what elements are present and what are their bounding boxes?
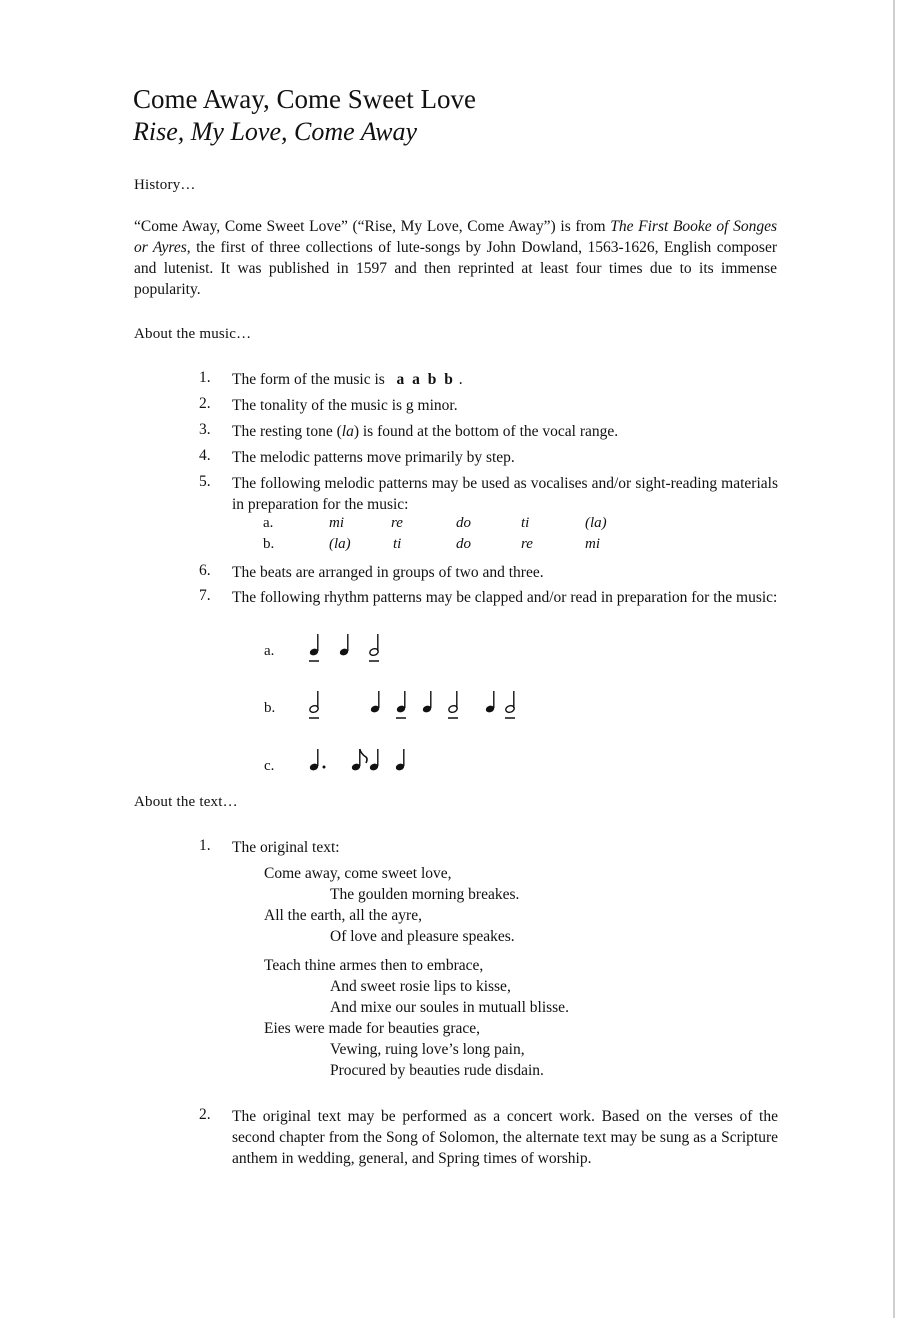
- verse-line: Eies were made for beauties grace,: [264, 1020, 481, 1037]
- rhythm-label: c.: [264, 758, 275, 774]
- music-heading: About the music…: [134, 326, 252, 342]
- music-item-resting-tone: The resting tone (la) is found at the bottom of the vocal range.: [232, 423, 619, 440]
- quarter-note: [339, 634, 349, 656]
- solfege-syllable: do: [456, 536, 471, 552]
- half-note-tenuto: [309, 691, 319, 718]
- music-item-number: 4.: [199, 447, 211, 464]
- history-text-1: “Come Away, Come Sweet Love” (“Rise, My Love, Come Away”) is from: [134, 218, 611, 235]
- music-item-form: The form of the music is a a b b .: [232, 371, 463, 388]
- solfege-syllable: (la): [329, 536, 351, 552]
- pattern-label: b.: [263, 536, 275, 552]
- page-edge-rule: [893, 0, 895, 1318]
- rhythm-label: b.: [264, 700, 276, 716]
- music-item-number: 1.: [199, 369, 211, 386]
- eighth-note: [351, 749, 367, 771]
- history-heading: History…: [134, 177, 196, 193]
- solfege-syllable: ti: [393, 536, 402, 552]
- text-item-number: 1.: [199, 837, 211, 854]
- page-title: Come Away, Come Sweet Love: [133, 84, 476, 114]
- music-item-rhythm: The following rhythm patterns may be clapped and/or read in preparation for the music:: [232, 589, 778, 606]
- pattern-label: a.: [263, 515, 274, 531]
- quarter-note-tenuto: [396, 691, 406, 718]
- half-note-tenuto: [369, 634, 379, 661]
- verse-line: Come away, come sweet love,: [264, 865, 452, 882]
- rhythm-label: a.: [264, 643, 275, 659]
- music-item-number: 3.: [199, 421, 211, 438]
- verse-line: Vewing, ruing love’s long pain,: [330, 1041, 525, 1058]
- history-book-title: The First Booke of Songes or Ayres: [134, 218, 777, 256]
- music-item-number: 6.: [199, 562, 211, 579]
- form-letters: a a b b: [396, 371, 455, 388]
- music-item-beats: The beats are arranged in groups of two and three.: [232, 564, 544, 581]
- music-item-number: 5.: [199, 473, 211, 490]
- quarter-note: [395, 749, 405, 771]
- quarter-note: [369, 749, 379, 771]
- text-heading: About the text…: [134, 794, 238, 810]
- music-item-number: 7.: [199, 587, 211, 604]
- music-item-tonality: The tonality of the music is g minor.: [232, 397, 458, 414]
- verse-line: Procured by beauties rude disdain.: [330, 1062, 544, 1079]
- history-paragraph: [134, 216, 777, 300]
- solfege-syllable: re: [391, 515, 403, 531]
- solfege-syllable: ti: [521, 515, 530, 531]
- dotted-quarter-note: [309, 749, 326, 771]
- rhythm-pattern-b: [300, 687, 540, 723]
- quarter-note: [422, 691, 432, 713]
- half-note-tenuto: [505, 691, 515, 718]
- solfege-syllable: re: [521, 536, 533, 552]
- verse-line: All the earth, all the ayre,: [264, 907, 422, 924]
- solfege-syllable: mi: [329, 515, 344, 531]
- rhythm-pattern-a: [300, 630, 420, 666]
- page-subtitle: Rise, My Love, Come Away: [133, 117, 418, 146]
- verse-line: Of love and pleasure speakes.: [330, 928, 515, 945]
- half-note-tenuto: [448, 691, 458, 718]
- solfege-syllable: mi: [585, 536, 600, 552]
- music-item-number: 2.: [199, 395, 211, 412]
- history-text-2: , the first of three collections of lute-songs by John Dowland, 1563-1626, English composer and lutenist. It was published in 1597 and then reprinted at least four times due to its immense popularity.: [134, 239, 777, 298]
- rhythm-pattern-c: [300, 745, 440, 781]
- quarter-note: [485, 691, 495, 713]
- text-item-original: The original text:: [232, 839, 340, 856]
- quarter-note: [370, 691, 380, 713]
- quarter-note-tenuto: [309, 634, 319, 661]
- solfege-syllable: do: [456, 515, 471, 531]
- text-item-number: 2.: [199, 1106, 211, 1123]
- music-item-steps: The melodic patterns move primarily by step.: [232, 449, 515, 466]
- solfege-syllable: (la): [585, 515, 607, 531]
- verse-line: The goulden morning breakes.: [330, 886, 520, 903]
- verse-line: And sweet rosie lips to kisse,: [330, 978, 511, 995]
- music-item-melodic: The following melodic patterns may be used as vocalises and/or sight-reading materials in preparation for the music:: [232, 475, 778, 513]
- verse-line: And mixe our soules in mutuall blisse.: [330, 999, 569, 1016]
- text-item-performance: The original text may be performed as a concert work. Based on the verses of the second chapter from the Song of Solomon, the alternate text may be sung as a Scripture anthem in wedding, general, and Spring times of worship.: [232, 1108, 778, 1167]
- verse-line: Teach thine armes then to embrace,: [264, 957, 484, 974]
